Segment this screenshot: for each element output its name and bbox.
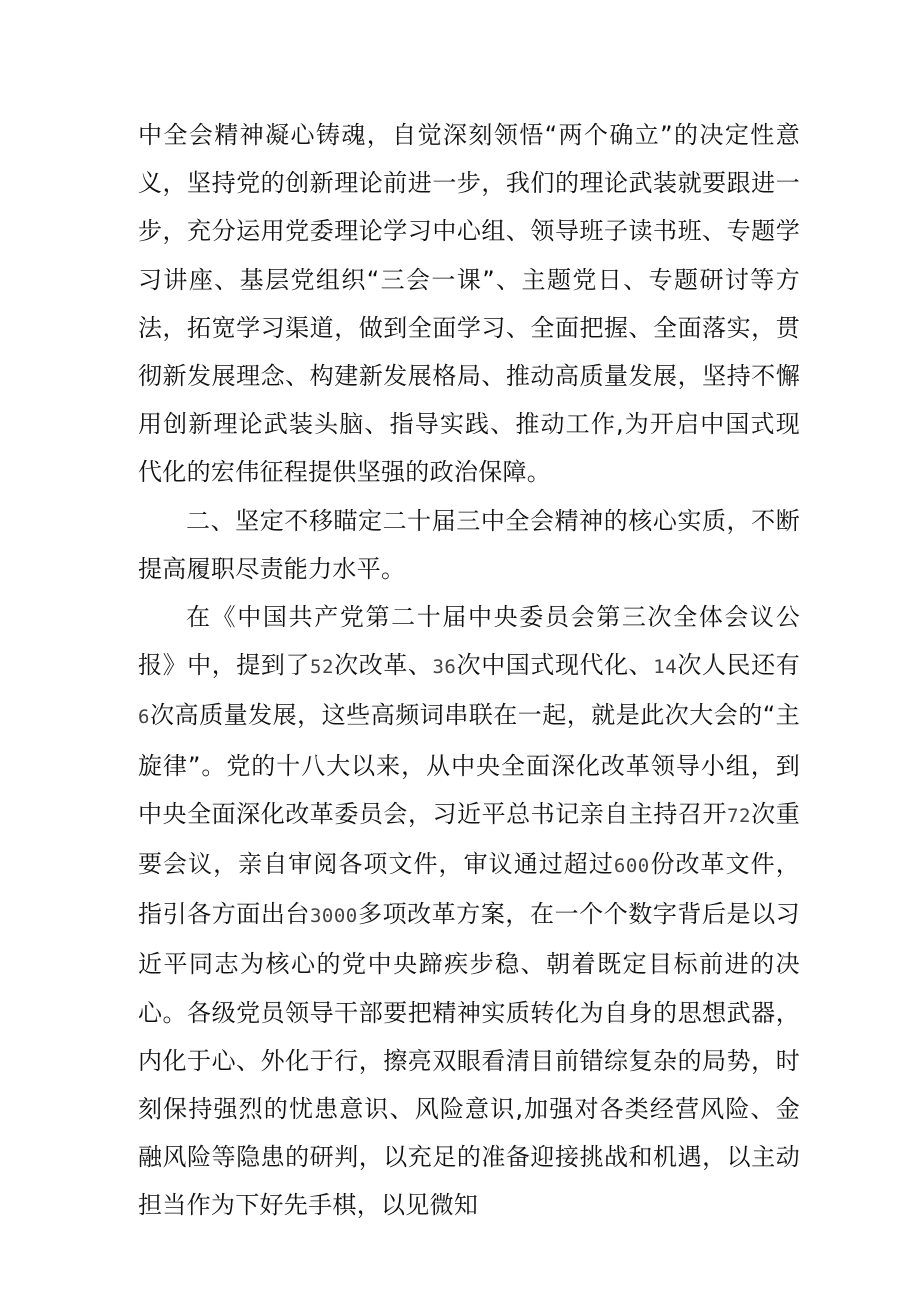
number-text: 6 [138, 706, 150, 729]
paragraph-continuation [138, 111, 800, 497]
text-segment: 在《中国共产党第二十届中央委员会第三次全体会议公报》中，提到了 [138, 603, 800, 680]
text-segment: 次高质量发展，这些高频词串联在一起，就是此次大会的“主旋律”。党的十八大以来，从中央全面深化改革领导小组，到中央全面深化改革委员会，习近平总书记亲自主持召开 [138, 701, 800, 828]
text-segment: 份改革文件，指引各方面出台 [138, 850, 800, 929]
text-segment: 次改革、 [333, 651, 433, 680]
text-segment: 中全会精神凝心铸魂，自觉深刻领悟“两个确立”的决定性意义，坚持党的创新理论前进一步，我们的理论武装就要跟进一步，充分运用党委理论学习中心组、领导班子读书班、专题学习讲座、基层党组织“三会一课”、主题党日、专题研讨等方法，拓宽学习渠道，做到全面学习、全面把握、全面落实，贯彻新发展理念、构建新发展格局、推动高质量发展，坚持不懈用创新理论武装头脑、指导实践、推动工作,为开启中国式现代化的宏伟征程提供坚强的政治保障。 [138, 121, 800, 487]
number-text: 14 [653, 656, 678, 679]
text-segment: 次中国式现代化、 [456, 651, 654, 680]
number-text: 36 [432, 656, 457, 679]
number-text: 72 [727, 804, 751, 827]
number-text: 3000 [309, 905, 358, 928]
text-segment: 二、坚定不移瞄定二十届三中全会精神的核心实质，不断提高履职尽责能力水平。 [138, 506, 800, 583]
text-segment: 次人民还有 [677, 651, 801, 680]
text-segment: 多项改革方案，在一个个数字背后是以习近平同志为核心的党中央蹄疾步稳、朝着既定目标前进的决心。各级党员领导干部要把精神实质转化为自身的思想武器，内化于心、外化于行，擦亮双眼看清目前错综复杂的局势，时刻保持强烈的忧患意识、风险意识,加强对各类经营风险、金融风险等隐患的研判，以充足的准备迎接挑战和机遇，以主动担当作为下好先手棋，以见微知 [138, 900, 800, 1220]
paragraph-body [138, 593, 800, 1230]
text-segment: 次重要会议，亲自审阅各项文件，审议通过超过 [138, 799, 800, 879]
number-text: 600 [613, 855, 650, 878]
number-text: 52 [310, 656, 334, 679]
section-heading-paragraph [138, 497, 800, 593]
document-body [138, 111, 800, 1230]
